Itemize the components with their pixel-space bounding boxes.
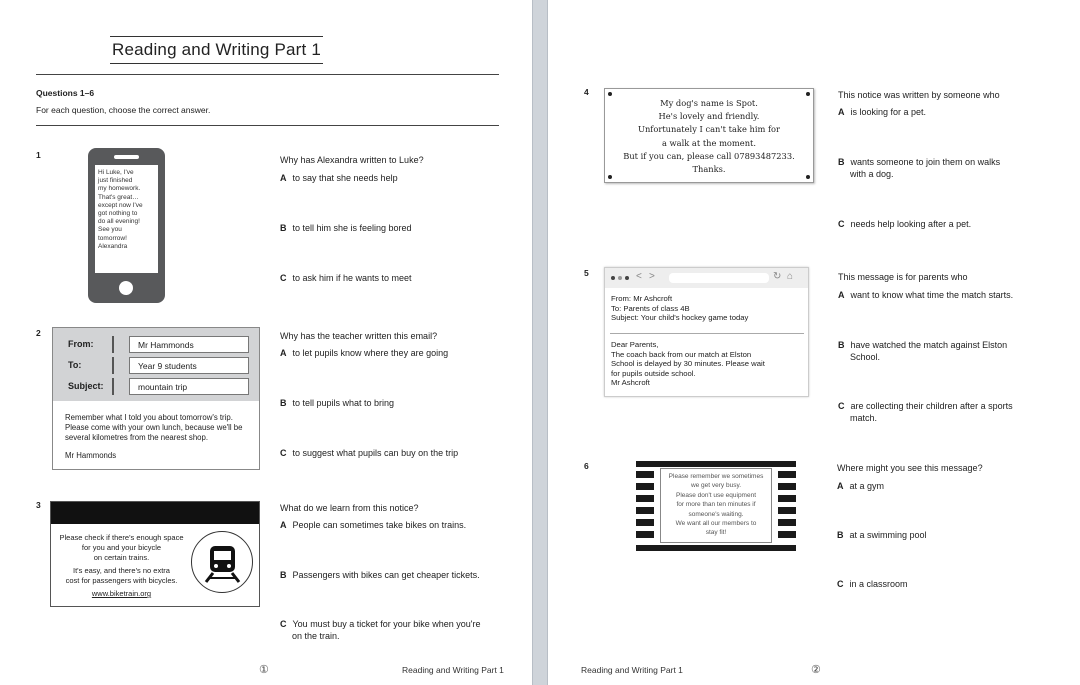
text-line: From: Mr Ashcroft [611,294,673,303]
option-text: to tell him she is feeling bored [292,223,412,233]
gym-sign-image [636,461,796,551]
option-a[interactable] [837,481,884,491]
question-number: 6 [584,461,589,471]
from-label: From: [64,336,114,353]
option-text: Passengers with bikes can get cheaper tickets. [292,570,480,580]
home-icon: ⌂ [787,271,794,282]
text-line: Please remember we sometimes [668,473,764,480]
text-line: My dog's name is Spot. [660,98,758,108]
question-text: What do we learn from this notice? [280,503,419,513]
pin-icon [806,92,810,96]
text-line: my homework. [98,185,141,193]
notice-header-bar [51,502,259,524]
option-c[interactable] [837,579,908,589]
text-line: tomorrow! [98,234,127,242]
divider [36,125,499,126]
option-letter: B [280,570,287,580]
option-text: is looking for a pet. [850,107,927,117]
text-line: do all evening! [98,218,140,226]
message-body [611,340,801,388]
text-line: The coach back from our match at Elston [611,349,752,359]
option-letter: B [838,340,845,350]
question-text: This notice was written by someone who [838,90,1000,100]
option-text: are collecting their children after a sports [850,401,1013,411]
train-icon [191,531,253,593]
option-text: to say that she needs help [292,173,398,183]
text-line: To: Parents of class 4B [611,303,690,313]
text-line: we get very busy. [690,482,742,490]
text-line: Hi Luke, I've [98,169,134,176]
option-letter: A [838,290,845,300]
option-b[interactable] [280,570,480,580]
text-line: School is delayed by 30 minutes. Please wait [611,359,765,369]
text-line: except now I've [98,201,143,209]
text-line: for pupils outside school. [611,368,696,378]
option-text: You must buy a ticket for your bike when you're [292,619,481,629]
page-title: Reading and Writing Part 1 [110,36,323,64]
pin-icon [608,92,612,96]
option-letter: C [838,401,845,411]
subject-value: mountain trip [129,378,249,395]
option-letter: C [280,273,287,283]
to-label: To: [64,357,114,374]
text-line: for more than ten minutes if [676,501,756,509]
question-number: 3 [36,500,41,510]
text-line: We want all our members to [675,520,757,528]
footer-text: Reading and Writing Part 1 [581,665,683,675]
question-text: Why has Alexandra written to Luke? [280,155,424,165]
option-letter: B [280,223,287,233]
option-letter: B [837,530,844,540]
browser-message-image [604,267,809,397]
option-letter: C [837,579,844,589]
option-a[interactable] [838,290,1013,300]
option-letter: A [280,520,287,530]
bike-notice-image [50,501,260,607]
option-b-continued: with a dog. [850,169,894,179]
option-b[interactable] [838,157,1000,167]
page-2 [548,0,1080,685]
option-c[interactable] [280,448,458,458]
text-line: It's easy, and there's no extra [73,566,170,575]
page-number: ② [811,664,821,676]
divider [36,74,499,75]
window-dot [625,276,629,280]
section-heading: Questions 1–6 [36,88,95,98]
question-text: This message is for parents who [838,272,968,282]
option-b[interactable] [837,530,927,540]
option-text: at a swimming pool [849,530,927,540]
divider [610,333,804,334]
browser-toolbar [605,268,808,288]
page-number: ① [259,664,269,676]
text-line: See you [98,226,122,234]
option-c[interactable] [280,619,481,629]
phone-image [88,148,165,303]
option-c-continued: on the train. [292,631,340,641]
option-text: to let pupils know where they are going [292,348,449,358]
text-line: But if you can, please call 07893487233. [623,150,795,161]
text-line: Please don't use equipment [675,491,757,499]
page-gutter [532,0,548,685]
text-line: That's great… [98,193,139,201]
option-a[interactable] [280,348,448,358]
option-c[interactable] [838,401,1013,411]
option-c[interactable] [280,273,412,283]
question-number: 2 [36,328,41,338]
option-a[interactable] [280,173,398,183]
text-line: Please check if there's enough space [59,533,184,542]
phone-speaker [114,155,139,159]
question-number: 5 [584,268,589,278]
text-line: Unfortunately I can't take him for [637,124,781,135]
phone-screen [95,165,158,273]
email-image [52,327,260,470]
option-c-continued: match. [850,413,878,423]
text-line: Mr Ashcroft [611,378,650,388]
text-line: Alexandra [98,242,128,250]
option-text: wants someone to join them on walks [850,157,1001,167]
option-letter: B [280,398,287,408]
email-signature: Mr Hammonds [65,451,117,460]
back-icon: < [636,271,642,282]
option-b-continued: School. [850,352,881,362]
text-line: He's lovely and friendly. [658,111,760,122]
window-dot [618,276,622,280]
option-text: needs help looking after a pet. [850,219,972,229]
option-letter: C [838,219,845,229]
option-letter: A [280,348,287,358]
option-text: to tell pupils what to bring [292,398,395,408]
option-b[interactable] [280,223,412,233]
text-line: got nothing to [98,210,138,218]
option-text: to ask him if he wants to meet [292,273,412,283]
text-line: someone's waiting. [688,510,744,518]
text-line: stay fit! [705,529,727,537]
page-1 [0,0,532,685]
question-number: 1 [36,150,41,160]
option-text: at a gym [849,481,885,491]
sign-text [660,468,772,543]
text-line: just finished [98,177,133,185]
message-header [611,294,748,323]
option-text: People can sometimes take bikes on trains. [292,520,467,530]
text-line: on certain trains. [93,553,150,562]
option-letter: B [838,157,845,167]
text-line: for you and your bicycle [81,543,162,552]
option-b[interactable] [838,340,1007,350]
dog-notice-image [604,88,814,183]
from-value: Mr Hammonds [129,336,249,353]
option-text: to suggest what pupils can buy on the trip [292,448,459,458]
subject-label: Subject: [64,378,114,395]
forward-icon: > [649,271,655,282]
option-letter: C [280,448,287,458]
text-line: Dear Parents, [611,340,659,349]
text-line: cost for passengers with bicycles. [65,576,178,585]
option-b[interactable] [280,398,394,408]
option-letter: A [837,481,844,491]
option-a[interactable] [280,520,466,530]
question-text: Where might you see this message? [837,463,983,473]
option-text: have watched the match against Elston [850,340,1008,350]
to-value: Year 9 students [129,357,249,374]
question-text: Why has the teacher written this email? [280,331,438,341]
notice-link[interactable]: www.biketrain.org [91,589,152,598]
instruction-text: For each question, choose the correct answer. [36,105,211,115]
option-a[interactable] [838,107,926,117]
address-bar [669,273,769,283]
window-dot [611,276,615,280]
footer-text: Reading and Writing Part 1 [402,665,504,675]
text-line: Thanks. [692,164,726,175]
option-letter: C [280,619,287,629]
notice-text [54,533,189,599]
notice-text [605,97,813,176]
reload-icon: ↻ [773,271,782,282]
option-text: want to know what time the match starts. [850,290,1014,300]
question-number: 4 [584,87,589,97]
email-body: Remember what I told you about tomorrow's trip. Please come with your own lunch, because we'll be several kilometres from the nearest shop. [65,413,243,442]
option-letter: A [280,173,287,183]
option-text: in a classroom [849,579,908,589]
option-c[interactable] [838,219,971,229]
text-line: a walk at the moment. [661,137,757,148]
text-line: Subject: Your child's hockey game today [611,313,749,323]
option-letter: A [838,107,845,117]
phone-home-button [119,281,133,295]
